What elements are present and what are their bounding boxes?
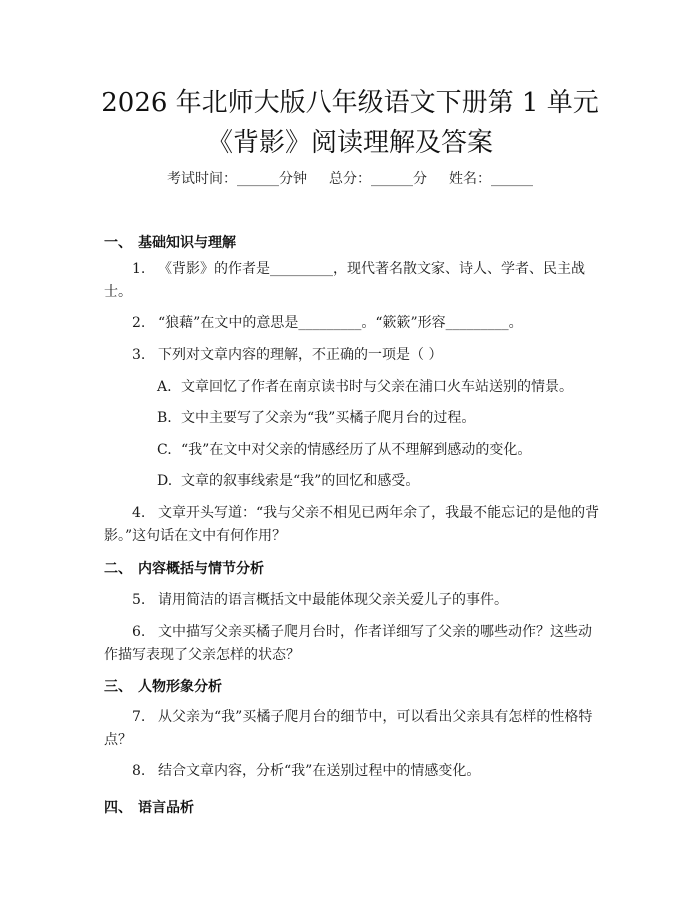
name-label: 姓名：______	[449, 171, 533, 187]
option-a	[157, 377, 607, 397]
question-4	[104, 502, 600, 548]
question-number: 5.	[132, 592, 146, 608]
section-heading-1	[104, 232, 236, 252]
total-score-label: 总分：______分	[329, 171, 427, 187]
section-number: 一、	[104, 235, 132, 251]
section-number: 二、	[104, 561, 132, 577]
exam-time-label: 考试时间：______分钟	[167, 171, 307, 187]
option-letter: B.	[157, 410, 172, 426]
question-number: 3.	[132, 347, 146, 363]
exam-info	[0, 168, 700, 188]
section-heading-2	[104, 558, 264, 578]
option-b	[157, 408, 607, 428]
section-number: 三、	[104, 679, 132, 695]
option-letter: D.	[157, 473, 173, 489]
question-2	[104, 312, 600, 335]
document-title-line2: 《背影》阅读理解及答案	[206, 128, 493, 158]
option-text: “我”在文中对父亲的情感经历了从不理解到感动的变化。	[181, 442, 532, 458]
section-heading-4	[104, 797, 194, 817]
option-text: 文章的叙事线索是“我”的回忆和感受。	[181, 473, 420, 489]
option-letter: A.	[157, 379, 172, 395]
question-text: 结合文章内容，分析“我”在送别过程中的情感变化。	[158, 763, 481, 779]
section-title: 基础知识与理解	[138, 235, 236, 251]
question-3	[104, 344, 600, 367]
question-5	[104, 589, 600, 612]
option-letter: C.	[157, 442, 172, 458]
question-text: 文中描写父亲买橘子爬月台时，作者详细写了父亲的哪些动作？这些动作描写表现了父亲怎样的状态？	[104, 624, 592, 663]
question-8	[104, 760, 600, 783]
question-number: 6.	[132, 624, 146, 640]
question-text: 从父亲为“我”买橘子爬月台的细节中，可以看出父亲具有怎样的性格特点？	[104, 709, 593, 748]
section-heading-3	[104, 676, 222, 696]
question-text: “狼藉”在文中的意思是_________。“簌簌”形容_________。	[158, 315, 523, 331]
question-number: 8.	[132, 763, 146, 779]
question-6	[104, 621, 600, 667]
document-title-line1: 2026 年北师大版八年级语文下册第 1 单元	[101, 88, 599, 118]
option-d	[157, 471, 607, 491]
question-text: 《背影》的作者是_________，现代著名散文家、诗人、学者、民主战士。	[104, 261, 585, 300]
question-text: 文章开头写道：“我与父亲不相见已两年余了，我最不能忘记的是他的背影。”这句话在文中有何作用？	[104, 505, 600, 544]
question-number: 1.	[132, 261, 146, 277]
section-number: 四、	[104, 800, 132, 816]
question-number: 2.	[132, 315, 146, 331]
option-text: 文章回忆了作者在南京读书时与父亲在浦口火车站送别的情景。	[181, 379, 573, 395]
question-text: 请用简洁的语言概括文中最能体现父亲关爱儿子的事件。	[158, 592, 508, 608]
question-text: 下列对文章内容的理解，不正确的一项是（ ）	[158, 347, 443, 363]
option-text: 文中主要写了父亲为“我”买橘子爬月台的过程。	[181, 410, 476, 426]
question-1	[104, 258, 600, 304]
section-title: 内容概括与情节分析	[138, 561, 264, 577]
question-number: 7.	[132, 709, 146, 725]
option-c	[157, 440, 607, 460]
question-7	[104, 706, 600, 752]
section-title: 语言品析	[138, 800, 194, 816]
question-number: 4.	[132, 505, 146, 521]
section-title: 人物形象分析	[138, 679, 222, 695]
